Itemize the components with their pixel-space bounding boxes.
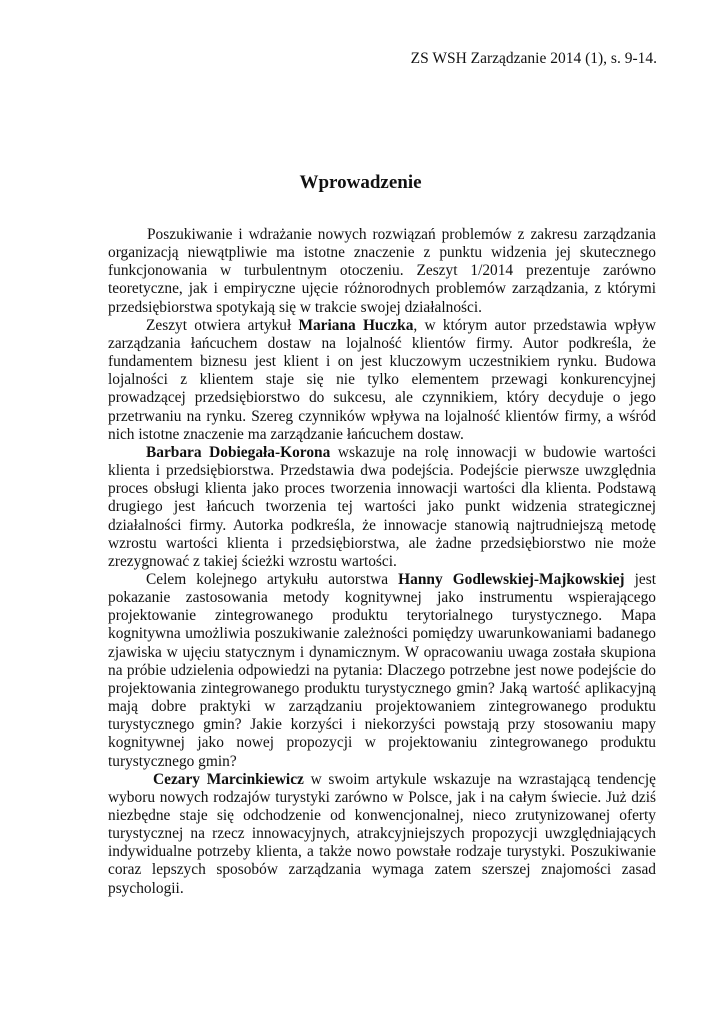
article-body: [108, 226, 656, 898]
paragraph-text: wskazuje na rolę innowacji w budowie wartości klienta i przedsiębiorstwa. Przedstawia dwa podejścia. Podejście pierwsze uwzględnia proces obsługi klienta jako proces tworzenia innowacji wartości dla klienta. Podstawą drugiego jest łańcuch tworzenia tej wartości jako punkt widzenia strategicznej działalności firmy. Autorka podkreśla, że innowacje stanowią najtrudniejszą metodę wzrostu wartości klienta i przedsiębiorstwa, ale żadne przedsiębiorstwo nie może zrezygnować z takiej ścieżki wzrostu wartości.: [108, 443, 656, 570]
paragraph-text: jest pokazanie zastosowania metody kognitywnej jako instrumentu wspierającego projektowanie zintegrowanego produktu terytorialnego turystycznego. Mapa kognitywna umożliwia poszukiwanie zależności pomiędzy uwarunkowaniami badanego zjawiska w ujęciu statycznym i dynamicznym. W opracowaniu uwaga została skupiona na próbie udzielenia odpowiedzi na pytania: Dlaczego potrzebne jest nowe podejście do projektowania zintegrowanego produktu turystycznego gmin? Jaką wartość aplikacyjną mają dobre praktyki w zarządzaniu projektowaniem zintegrowanego produktu turystycznego gmin? Jakie korzyści i niekorzyści powstają przy stosowaniu mapy kognitywnej jako nowej propozycji w projektowaniu zintegrowanego produktu turystycznego gmin?: [108, 570, 656, 770]
paragraph-text: Poszukiwanie i wdrażanie nowych rozwiązań problemów z zakresu zarządzania organizacją niewątpliwie ma istotne znaczenie z punktu widzenia jej skutecznego funkcjonowania w turbulentnym otoczeniu. Zeszyt 1/2014 prezentuje zarówno teoretyczne, jak i empiryczne ujęcie różnorodnych problemów zarządzania, z którymi przedsiębiorstwa spotykają się w trakcie swojej działalności.: [108, 226, 656, 316]
author-name: Cezary Marcinkiewicz: [153, 770, 304, 788]
paragraph-text-lead: Zeszyt otwiera artykuł: [146, 316, 299, 334]
paragraph-text-lead: Celem kolejnego artykułu autorstwa: [146, 570, 399, 588]
paragraph-intro: [108, 226, 656, 317]
author-name: Hanny Godlewskiej-Majkowskiej: [398, 570, 625, 588]
paragraph-text: , w którym autor przedstawia wpływ zarządzania łańcuchem dostaw na lojalność klientów firmy. Autor podkreśla, że fundamentem biznesu jest klient i on jest kluczowym uczestnikiem rynku. Budowa lojalności z klientem staje się nie tylko elementem przewagi konkurencyjnej prowadzącej przedsiębiorstwo do sukcesu, ale czynnikiem, który decyduje o jego przetrwaniu na rynku. Szereg czynników wpływa na lojalność klientów firmy, a wśród nich istotne znaczenie ma zarządzanie łańcuchem dostaw.: [108, 316, 656, 443]
journal-reference: ZS WSH Zarządzanie 2014 (1), s. 9-14.: [410, 50, 657, 67]
author-name: Barbara Dobiegała-Korona: [146, 443, 331, 461]
paragraph-text: w swoim artykule wskazuje na wzrastającą tendencję wyboru nowych rodzajów turystyki zarówno w Polsce, jak i na całym świecie. Już dziś niezbędne staje się odchodzenie od konwencjonalnej, nieco zrutynizowanej oferty turystycznej na rzecz innowacyjnych, atrakcyjniejszych propozycji uwzględniających indywidualne potrzeby klienta, a także nowo powstałe rodzaje turystyki. Poszukiwanie coraz lepszych sposobów zarządzania wymaga zatem szerszej znajomości zasad psychologii.: [108, 770, 656, 897]
author-name: Mariana Huczka: [298, 316, 414, 334]
paragraph-huczek: [108, 317, 656, 444]
paragraph-godlewska-majkowska: [108, 571, 656, 771]
paragraph-dobiegala-korona: [108, 444, 656, 571]
paragraph-marcinkiewicz: [108, 771, 656, 898]
page-title: Wprowadzenie: [299, 172, 422, 193]
